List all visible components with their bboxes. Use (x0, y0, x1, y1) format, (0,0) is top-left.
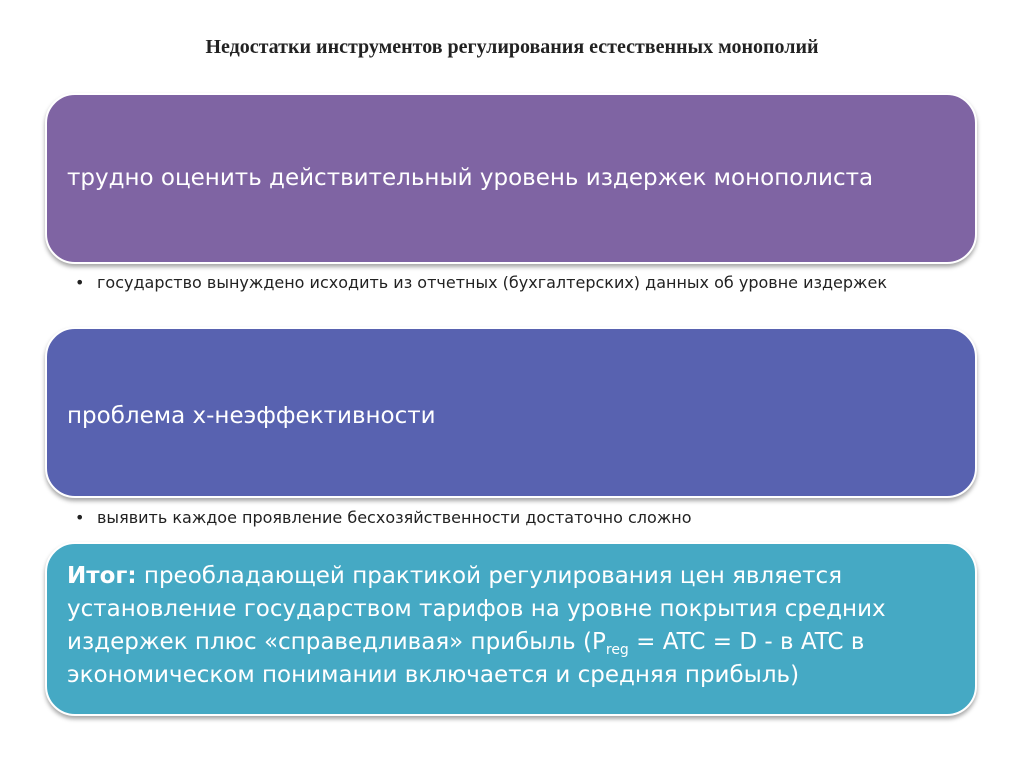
bullet-icon: • (75, 508, 85, 527)
issue-box-costs (45, 93, 977, 264)
issue-text: трудно оценить действительный уровень издержек монополиста (67, 165, 874, 191)
summary-subscript: reg (605, 642, 629, 658)
issue-text: проблема х-неэффективности (67, 403, 436, 429)
bullet-text: выявить каждое проявление бесхозяйственности достаточно сложно (97, 508, 692, 527)
bullet-text: государство вынуждено исходить из отчетных (бухгалтерских) данных об уровне издержек (97, 273, 887, 292)
summary-text (67, 560, 955, 692)
bullet-item (75, 506, 955, 530)
summary-text-before: преобладающей практикой регулирования цен является установление государством тарифов на уровне покрытия средних издержек плюс «справедливая» прибыль (P (67, 563, 886, 655)
bullet-item (75, 271, 955, 295)
summary-box (45, 542, 977, 716)
bullet-icon: • (75, 273, 85, 292)
summary-text-after: = ATC = D - в ATC в экономическом понимании включается и средняя прибыль) (67, 629, 865, 688)
slide-title: Недостатки инструментов регулирования естественных монополий (205, 36, 819, 58)
summary-label: Итог: (67, 563, 137, 589)
issue-box-x-inefficiency (45, 327, 977, 498)
